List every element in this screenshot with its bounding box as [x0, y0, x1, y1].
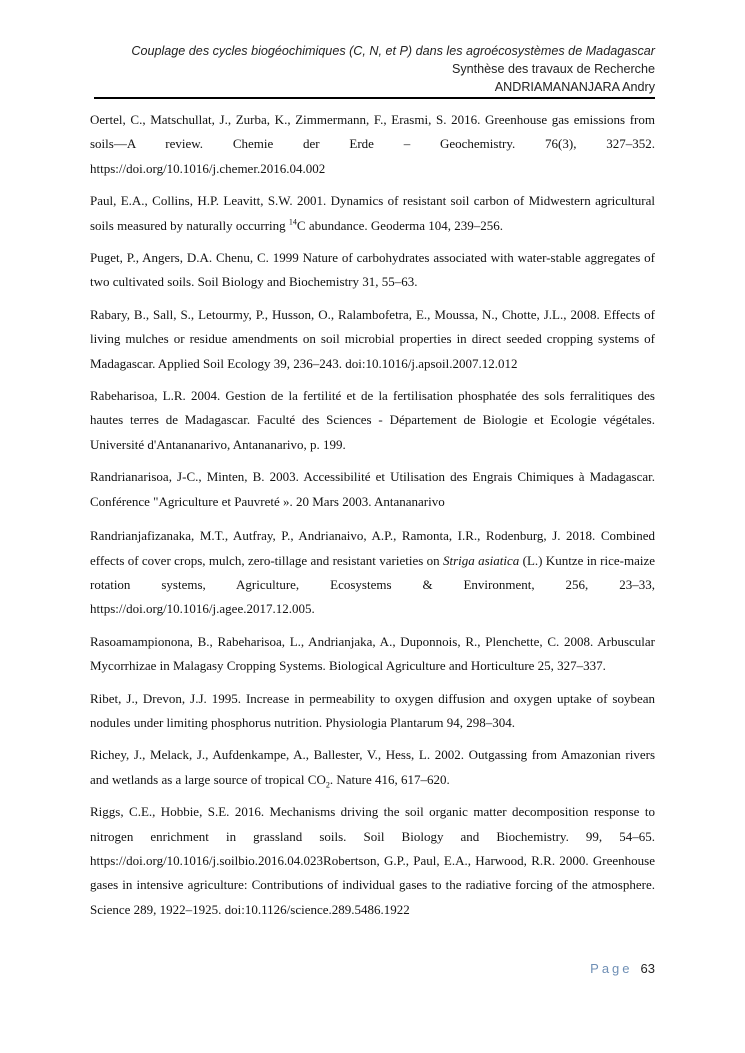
reference-paul-text-b: C abundance. Geoderma 104, 239–256. — [296, 217, 504, 233]
header-subtitle: Synthèse des travaux de Recherche — [451, 62, 655, 76]
header-title: Couplage des cycles biogéochimiques (C, N, et P) dans les agroécosystèmes de Madagascar — [131, 44, 655, 58]
reference-puget: Puget, P., Angers, D.A. Chenu, C. 1999 Nature of carbohydrates associated with water-stable aggregates of two cultivated soils. Soil Biology and Biochemistry 31, 55–63. — [90, 250, 655, 290]
header-rule — [94, 97, 655, 99]
reference-riggs-robertson: Riggs, C.E., Hobbie, S.E. 2016. Mechanisms driving the soil organic matter decomposition response to nitrogen enrichment in grassland soils. Soil Biology and Biochemistry. 99, 54–65. https://doi.org/10.1016/j.soilbio.2016.04.023Robertson, G.P., Paul, E.A., Harwood, R.R. 2000. Greenhouse gases in intensive agriculture: Contributions of individual gases to the radiative forcing of the atmosphere. Science 289, 1922–1925. doi:10.1126/science.289.5486.1922 — [90, 804, 655, 917]
reference-ribet: Ribet, J., Drevon, J.J. 1995. Increase in permeability to oxygen diffusion and oxygen uptake of soybean nodules under limiting phosphorus nutrition. Physiologia Plantarum 94, 298–304. — [90, 690, 655, 730]
page-label: Page — [590, 961, 633, 976]
reference-randrianjafizanaka-text-b: (L.) Kuntze in rice-maize rotation systems, Agriculture, Ecosystems & Environment, 256, 23–33, https://doi.org/10.1016/j.agee.2017.12.005. — [90, 552, 655, 617]
reference-paul-superscript: 14 — [288, 217, 297, 227]
reference-richey-text-a: Richey, J., Melack, J., Aufdenkampe, A., Ballester, V., Hess, L. 2002. Outgassing from Amazonian rivers and wetlands as a large source of tropical CO — [90, 747, 655, 787]
reference-richey-subscript: 2 — [325, 780, 330, 790]
reference-rabary: Rabary, B., Sall, S., Letourmy, P., Husson, O., Ralambofetra, E., Moussa, N., Chotte, J.L., 2008. Effects of living mulches or residue amendments on soil microbial properties in direct seeded cropping systems of Madagascar. Applied Soil Ecology 39, 236–243. doi:10.1016/j.apsoil.2007.12.012 — [90, 306, 655, 371]
reference-richey-text-b: . Nature 416, 617–620. — [329, 771, 450, 787]
reference-paul — [90, 189, 655, 238]
reference-randrianjafizanaka-text-a: Randrianjafizanaka, M.T., Autfray, P., Andrianaivo, A.P., Ramonta, I.R., Rodenburg, J. 2018. Combined effects of cover crops, mulch, zero-tillage and resistant varieties on — [90, 528, 655, 568]
reference-randrianjafizanaka-species: Striga asiatica — [442, 552, 520, 568]
header-author: ANDRIAMANANJARA Andry — [494, 80, 655, 94]
reference-richey — [90, 743, 655, 792]
reference-paul-text-a: Paul, E.A., Collins, H.P. Leavitt, S.W. 2001. Dynamics of resistant soil carbon of Midwestern agricultural soils measured by naturally occurring — [90, 193, 655, 233]
reference-randrianarisoa: Randrianarisoa, J-C., Minten, B. 2003. Accessibilité et Utilisation des Engrais Chimiques à Madagascar. Conférence "Agriculture et Pauvreté ». 20 Mars 2003. Antananarivo — [90, 469, 655, 509]
page-number: 63 — [640, 961, 655, 976]
reference-oertel: Oertel, C., Matschullat, J., Zurba, K., Zimmermann, F., Erasmi, S. 2016. Greenhouse gas emissions from soils—A review. Chemie der Erde – Geochemistry. 76(3), 327–352. https://doi.org/10.1016/j.chemer.2016.04.002 — [90, 112, 655, 176]
reference-list — [90, 108, 655, 930]
reference-randrianjafizanaka — [90, 524, 655, 622]
reference-rasoamampionona: Rasoamampionona, B., Rabeharisoa, L., Andrianjaka, A., Duponnois, R., Plenchette, C. 2008. Arbuscular Mycorrhizae in Malagasy Cropping Systems. Biological Agriculture and Horticulture 25, 327–337. — [90, 633, 655, 674]
page-footer — [590, 961, 655, 976]
reference-rabeharisoa: Rabeharisoa, L.R. 2004. Gestion de la fertilité et de la fertilisation phosphatée des sols ferralitiques des hautes terres de Madagascar. Faculté des Sciences - Département de Biologie et Ecologie végétales. Université d'Antananarivo, Antananarivo, p. 199. — [90, 388, 655, 452]
running-header — [55, 42, 655, 96]
